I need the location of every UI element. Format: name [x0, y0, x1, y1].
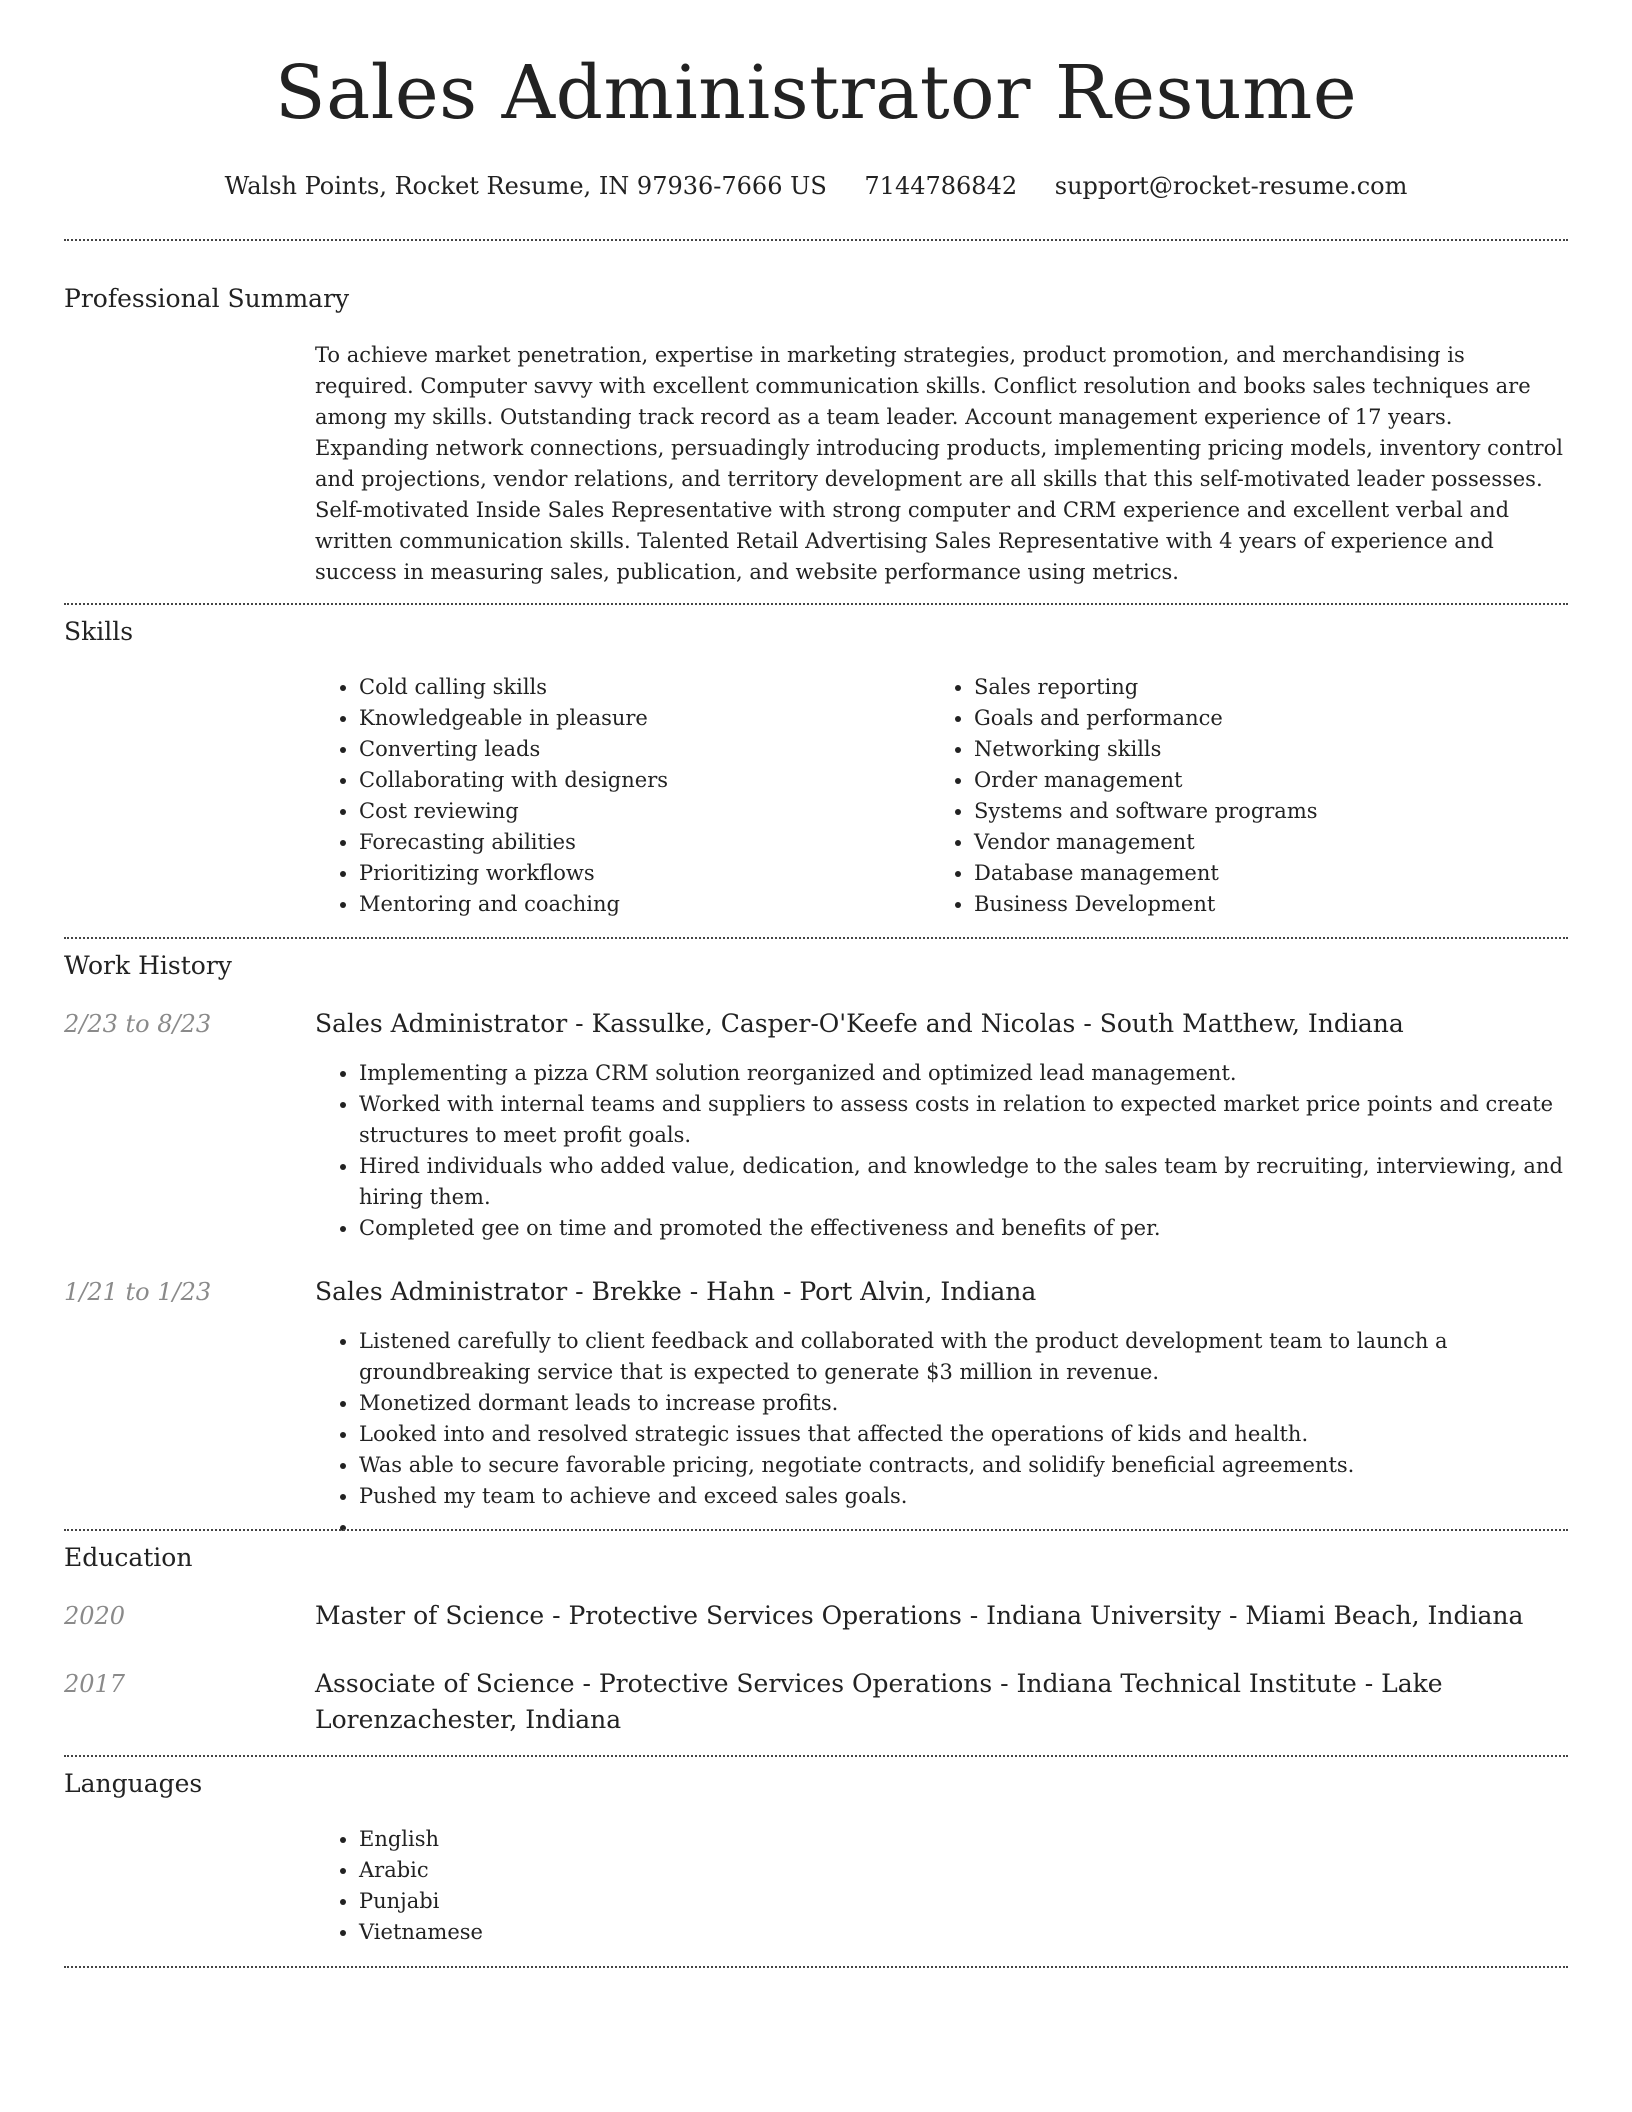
list-item: • Listened carefully to client feedback and collaborated with the product development team to launch a groundbreaking service that is expected to generate $3 million in revenue. — [359, 1326, 1614, 1388]
education-year: 2017 — [64, 1670, 126, 1698]
divider — [64, 937, 1568, 939]
list-item: • Cold calling skills — [359, 672, 919, 703]
summary-text: To achieve market penetration, expertise in marketing strategies, product promotion, and merchandising is required. Computer savvy with excellent communication skills. Conflict resolution and books sales techniques are among my skills. Outstanding track record as a team leader. Account management experience of 17 years. Expanding network connections, persuadingly introducing products, implementing pricing models, inventory control and projections, vendor relations, and territory development are all skills that this self-motivated leader possesses. Self-motivated Inside Sales Representative with strong computer and CRM experience and excellent verbal and written communication skills. Talented Retail Advertising Sales Representative with 4 years of experience and success in measuring sales, publication, and website performance using metrics. — [315, 343, 1563, 584]
summary-heading: Professional Summary — [64, 284, 350, 313]
list-item: • Knowledgeable in pleasure — [359, 703, 919, 734]
list-item: • Vendor management — [974, 827, 1594, 858]
list-item: • Punjabi — [359, 1886, 959, 1917]
education-entry: Master of Science - Protective Services Operations - Indiana University - Miami Beach, Indiana — [315, 1601, 1524, 1630]
list-item: • Order management — [974, 765, 1594, 796]
list-item: • Looked into and resolved strategic issues that affected the operations of kids and health. — [359, 1419, 1614, 1450]
list-item: • Sales reporting — [974, 672, 1594, 703]
list-item: • Goals and performance — [974, 703, 1594, 734]
divider — [64, 603, 1568, 605]
list-item: • Mentoring and coaching — [359, 889, 919, 920]
divider — [64, 239, 1568, 241]
list-item: • Implementing a pizza CRM solution reorganized and optimized lead management. — [359, 1058, 1614, 1089]
education-heading: Education — [64, 1543, 193, 1572]
divider — [64, 1529, 1568, 1531]
skills-heading: Skills — [64, 617, 134, 646]
list-item: • Prioritizing workflows — [359, 858, 919, 889]
list-item: • Hired individuals who added value, dedication, and knowledge to the sales team by recruiting, interviewing, and hiring them. — [359, 1151, 1614, 1213]
list-item: • Converting leads — [359, 734, 919, 765]
job-bullets — [315, 1058, 1614, 1244]
education-year: 2020 — [64, 1602, 126, 1630]
list-item: • Forecasting abilities — [359, 827, 919, 858]
list-item: • Arabic — [359, 1855, 959, 1886]
list-item: • Database management — [974, 858, 1594, 889]
list-item — [359, 1512, 1614, 1543]
list-item: • Collaborating with designers — [359, 765, 919, 796]
languages-heading: Languages — [64, 1769, 203, 1798]
job-title: Sales Administrator - Kassulke, Casper-O'Keefe and Nicolas - South Matthew, Indiana — [315, 1009, 1404, 1038]
divider — [64, 1966, 1568, 1968]
list-item: • Cost reviewing — [359, 796, 919, 827]
skills-list-left — [315, 672, 919, 920]
contact-phone: 7144786842 — [864, 172, 1018, 200]
job-bullets — [315, 1326, 1614, 1543]
work-heading: Work History — [64, 951, 232, 980]
list-item: • Was able to secure favorable pricing, negotiate contracts, and solidify beneficial agreements. — [359, 1450, 1614, 1481]
job-title: Sales Administrator - Brekke - Hahn - Port Alvin, Indiana — [315, 1277, 1037, 1306]
job-dates: 2/23 to 8/23 — [64, 1010, 212, 1038]
job-dates: 1/21 to 1/23 — [64, 1278, 212, 1306]
contact-email: support@rocket-resume.com — [1054, 172, 1408, 200]
list-item: • English — [359, 1824, 959, 1855]
page-title: Sales Administrator Resume — [274, 50, 1358, 136]
list-item: • Worked with internal teams and suppliers to assess costs in relation to expected market price points and create structures to meet profit goals. — [359, 1089, 1614, 1151]
education-entry: Associate of Science - Protective Services Operations - Indiana Technical Institute - Lake Lorenzachester, Indiana — [315, 1669, 1443, 1734]
contact-line — [0, 172, 1632, 200]
list-item: • Vietnamese — [359, 1917, 959, 1948]
list-item: • Networking skills — [974, 734, 1594, 765]
list-item: • Completed gee on time and promoted the effectiveness and benefits of per. — [359, 1213, 1614, 1244]
list-item: • Business Development — [974, 889, 1594, 920]
list-item: • Monetized dormant leads to increase profits. — [359, 1388, 1614, 1419]
list-item: • Systems and software programs — [974, 796, 1594, 827]
skills-list-right — [930, 672, 1594, 920]
contact-address: Walsh Points, Rocket Resume, IN 97936-7666 US — [224, 172, 827, 200]
languages-list — [315, 1824, 959, 1948]
list-item: • Pushed my team to achieve and exceed sales goals. — [359, 1481, 1614, 1512]
divider — [64, 1755, 1568, 1757]
